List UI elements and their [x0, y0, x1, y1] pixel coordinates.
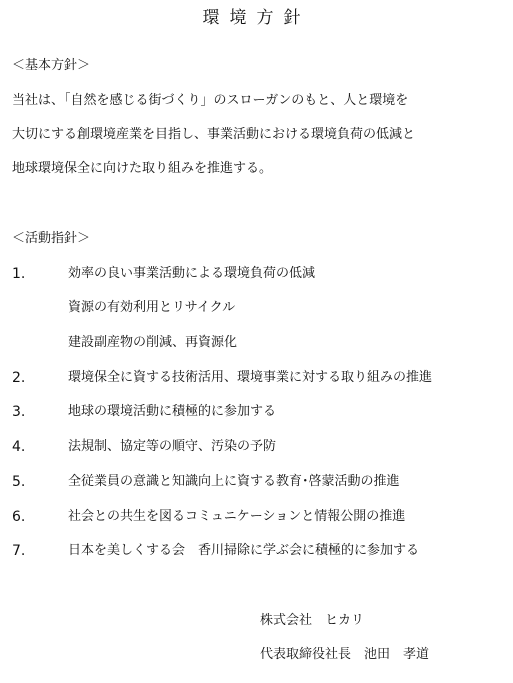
- policy-item-text: 全従業員の意識と知識向上に資する教育･啓蒙活動の推進: [68, 474, 400, 489]
- policy-item-text: 環境保全に資する技術活用、環境事業に対する取り組みの推進: [68, 370, 433, 385]
- company-name: 株式会社 ヒカリ: [260, 613, 365, 628]
- policy-item-number: 6.: [12, 509, 26, 525]
- policy-item-1: [12, 264, 502, 284]
- basic-policy-line-3: 地球環境保全に向けた取り組みを推進する。: [12, 161, 273, 176]
- policy-item-1-sub-1: [12, 298, 502, 318]
- policy-item-7: [12, 541, 502, 561]
- policy-item-text: 効率の良い事業活動による環境負荷の低減: [68, 266, 316, 281]
- basic-policy-line-1: 当社は、「自然を感じる街づくり」のスローガンのもと、人と環境を: [12, 93, 409, 108]
- policy-item-text: 日本を美しくする会 香川掃除に学ぶ会に積極的に参加する: [68, 543, 420, 558]
- basic-policy-line-2: 大切にする創環境産業を目指し、事業活動における環境負荷の低減と: [12, 127, 416, 142]
- policy-item-5: [12, 472, 502, 492]
- basic-policy-heading: ＜基本方針＞: [12, 58, 91, 73]
- policy-item-3: [12, 402, 502, 422]
- policy-item-number: 2.: [12, 370, 26, 386]
- policy-item-4: [12, 437, 502, 457]
- policy-item-number: 5.: [12, 474, 26, 490]
- page-title: 環境方針: [202, 8, 311, 28]
- policy-item-number: 1.: [12, 266, 26, 282]
- policy-item-text: 地球の環境活動に積極的に参加する: [68, 404, 277, 419]
- policy-item-6: [12, 507, 502, 527]
- policy-item-1-sub-2: [12, 333, 502, 353]
- policy-item-number: 4.: [12, 439, 26, 455]
- activity-policy-heading: ＜活動指針＞: [12, 231, 91, 246]
- representative-name: 代表取締役社長 池田 孝道: [260, 647, 430, 662]
- policy-item-text: 資源の有効利用とリサイクル: [68, 300, 236, 315]
- policy-item-text: 建設副産物の削減、再資源化: [68, 335, 238, 350]
- policy-item-text: 社会との共生を図るコミュニケーションと情報公開の推進: [68, 509, 406, 524]
- policy-item-2: [12, 368, 502, 388]
- policy-item-number: 3.: [12, 404, 26, 420]
- policy-item-text: 法規制、協定等の順守、汚染の予防: [68, 439, 277, 454]
- policy-item-number: 7.: [12, 543, 26, 559]
